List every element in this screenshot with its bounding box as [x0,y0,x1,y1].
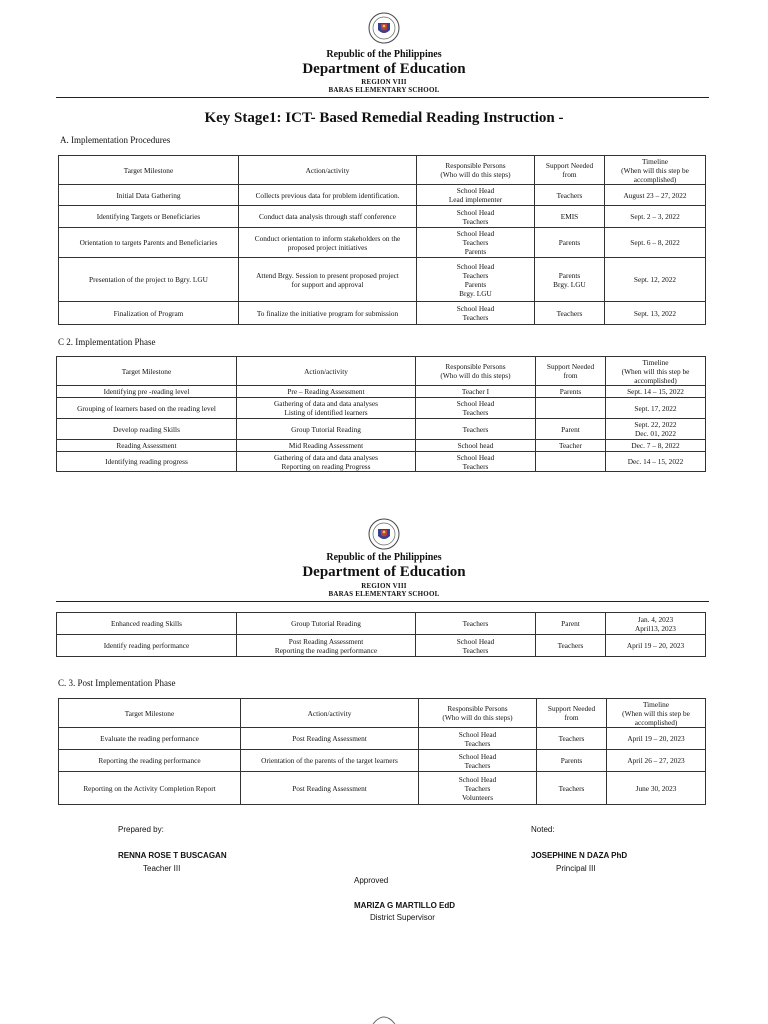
republic-label: Republic of the Philippines [326,49,442,60]
cell-persons: School Head Teachers Volunteers [419,772,537,805]
cell-milestone: Grouping of learners based on the reading level [57,398,237,419]
header-divider [56,601,709,602]
cell-milestone: Initial Data Gathering [59,185,239,206]
cell-action: Collects previous data for problem identification. [239,185,417,206]
cell-support: Parents [535,228,605,258]
approved-label: Approved [354,876,389,885]
region-label: REGION VIII [361,582,407,590]
col-header-milestone: Target Milestone [59,156,239,185]
col-header-persons: Responsible Persons (Who will do this steps) [416,357,536,386]
noted-by-title: Principal III [556,864,596,873]
col-header-timeline: Timeline (When will this step be accomplished) [605,156,706,185]
table-row [57,440,706,452]
cell-action: Gathering of data and data analyses Reporting on reading Progress [237,452,416,472]
cell-milestone: Presentation of the project to Bgry. LGU [59,258,239,302]
cell-persons: School Head Teachers [419,728,537,750]
noted-label: Noted: [531,825,555,834]
col-header-support: Support Needed from [537,699,607,728]
col-header-action: Action/activity [239,156,417,185]
cell-action: Group Tutorial Reading [237,419,416,440]
table-row [57,398,706,419]
cell-persons: Teachers [416,613,536,635]
implementation-phase-table [56,356,706,472]
table-row [59,302,706,325]
table-row [57,419,706,440]
cell-action: Orientation of the parents of the target learners [241,750,419,772]
prepared-by-title: Teacher III [143,864,181,873]
cell-action: Post Reading Assessment Reporting the reading performance [237,635,416,657]
cell-support: Teacher [536,440,606,452]
cell-support: Teachers [535,302,605,325]
cell-persons: School Head Teachers [419,750,537,772]
cell-support: EMIS [535,206,605,228]
cell-persons: School Head Lead implementer [417,185,535,206]
table-row [59,185,706,206]
cell-milestone: Identifying pre -reading level [57,386,237,398]
prepared-by-label: Prepared by: [118,825,164,834]
cell-milestone: Enhanced reading Skills [57,613,237,635]
cell-support: Parent [536,613,606,635]
post-implementation-table [58,698,706,805]
cell-timeline: Sept. 13, 2022 [605,302,706,325]
cell-support [536,398,606,419]
cell-milestone: Develop reading Skills [57,419,237,440]
cell-milestone: Orientation to targets Parents and Beneficiaries [59,228,239,258]
cell-action: Gathering of data and data analyses Listing of identified learners [237,398,416,419]
cell-timeline: Jan. 4, 2023 April13, 2023 [606,613,706,635]
cell-timeline: April 19 – 20, 2023 [606,635,706,657]
cell-milestone: Identify reading performance [57,635,237,657]
col-header-milestone: Target Milestone [57,357,237,386]
cell-timeline: Sept. 12, 2022 [605,258,706,302]
table-row [59,728,706,750]
department-name: Department of Education [302,61,466,77]
cell-action: Post Reading Assessment [241,772,419,805]
table-row [57,613,706,635]
table-row [59,750,706,772]
section-c3-heading: C. 3. Post Implementation Phase [58,678,176,688]
section-c2-heading: C 2. Implementation Phase [58,337,156,347]
table-row [57,386,706,398]
col-header-timeline: Timeline (When will this step be accomplished) [607,699,706,728]
cell-persons: School Head Teachers [417,302,535,325]
cell-support: Teachers [537,772,607,805]
cell-timeline: June 30, 2023 [607,772,706,805]
section-a-heading: A. Implementation Procedures [60,135,171,145]
table-row [59,206,706,228]
cell-milestone: Identifying Targets or Beneficiaries [59,206,239,228]
cell-persons: School Head Teachers [416,398,536,419]
cell-action: Post Reading Assessment [241,728,419,750]
cell-support: Parents [536,386,606,398]
cell-timeline: Sept. 22, 2022 Dec. 01, 2022 [606,419,706,440]
col-header-persons: Responsible Persons (Who will do this steps) [417,156,535,185]
cell-support: Teachers [537,728,607,750]
cell-timeline: Sept. 14 – 15, 2022 [606,386,706,398]
cell-milestone: Finalization of Program [59,302,239,325]
cell-persons: School Head Teachers Parents Brgy. LGU [417,258,535,302]
cell-timeline: April 26 – 27, 2023 [607,750,706,772]
cell-timeline: Dec. 14 – 15, 2022 [606,452,706,472]
cell-timeline: Sept. 17, 2022 [606,398,706,419]
table-row [59,228,706,258]
page-title: Key Stage1: ICT- Based Remedial Reading Instruction - [204,110,564,126]
col-header-milestone: Target Milestone [59,699,241,728]
table-header-row [59,156,706,185]
cell-timeline: August 23 – 27, 2022 [605,185,706,206]
table-row [59,258,706,302]
cell-support: Parents [537,750,607,772]
col-header-support: Support Needed from [535,156,605,185]
cell-action: Attend Brgy. Session to present proposed project for support and approval [239,258,417,302]
cell-action: Mid Reading Assessment [237,440,416,452]
cell-support [536,452,606,472]
approved-by-name: MARIZA G MARTILLO EdD [354,901,456,910]
header-divider [56,97,709,98]
cell-milestone: Evaluate the reading performance [59,728,241,750]
cell-persons: School head [416,440,536,452]
cell-persons: Teacher I [416,386,536,398]
cell-timeline: Sept. 6 – 8, 2022 [605,228,706,258]
cell-persons: School Head Teachers [417,206,535,228]
cell-milestone: Reporting the reading performance [59,750,241,772]
cell-support: Teachers [536,635,606,657]
cell-persons: School Head Teachers [416,452,536,472]
cell-milestone: Reading Assessment [57,440,237,452]
cell-support: Parent [536,419,606,440]
col-header-action: Action/activity [241,699,419,728]
cell-timeline: April 19 – 20, 2023 [607,728,706,750]
cell-support: Teachers [535,185,605,206]
implementation-phase-table-continued [56,612,706,657]
cell-persons: School Head Teachers [416,635,536,657]
deped-seal-icon [368,12,400,44]
region-label: REGION VIII [361,78,407,86]
table-header-row [59,699,706,728]
col-header-timeline: Timeline (When will this step be accomplished) [606,357,706,386]
cell-milestone: Reporting on the Activity Completion Report [59,772,241,805]
cell-persons: School Head Teachers Parents [417,228,535,258]
approved-by-title: District Supervisor [370,913,435,922]
school-name: BARAS ELEMENTARY SCHOOL [328,86,440,94]
cell-support: Parents Brgy. LGU [535,258,605,302]
school-name: BARAS ELEMENTARY SCHOOL [328,590,440,598]
cell-persons: Teachers [416,419,536,440]
prepared-by-name: RENNA ROSE T BUSCAGAN [118,851,227,860]
deped-seal-icon [368,518,400,550]
cell-action: Conduct orientation to inform stakeholders on the proposed project initiatives [239,228,417,258]
republic-label: Republic of the Philippines [326,552,442,563]
department-name: Department of Education [302,564,466,580]
cell-action: Conduct data analysis through staff conference [239,206,417,228]
col-header-action: Action/activity [237,357,416,386]
table-row [57,635,706,657]
cell-milestone: Identifying reading progress [57,452,237,472]
col-header-support: Support Needed from [536,357,606,386]
implementation-procedures-table [58,155,706,325]
table-row [57,452,706,472]
cell-timeline: Sept. 2 – 3, 2022 [605,206,706,228]
table-header-row [57,357,706,386]
col-header-persons: Responsible Persons (Who will do this steps) [419,699,537,728]
cell-action: To finalize the initiative program for submission [239,302,417,325]
cell-action: Group Tutorial Reading [237,613,416,635]
noted-by-name: JOSEPHINE N DAZA PhD [531,851,628,860]
cell-timeline: Dec. 7 – 8, 2022 [606,440,706,452]
cell-action: Pre – Reading Assessment [237,386,416,398]
deped-seal-icon [372,1016,396,1024]
table-row [59,772,706,805]
